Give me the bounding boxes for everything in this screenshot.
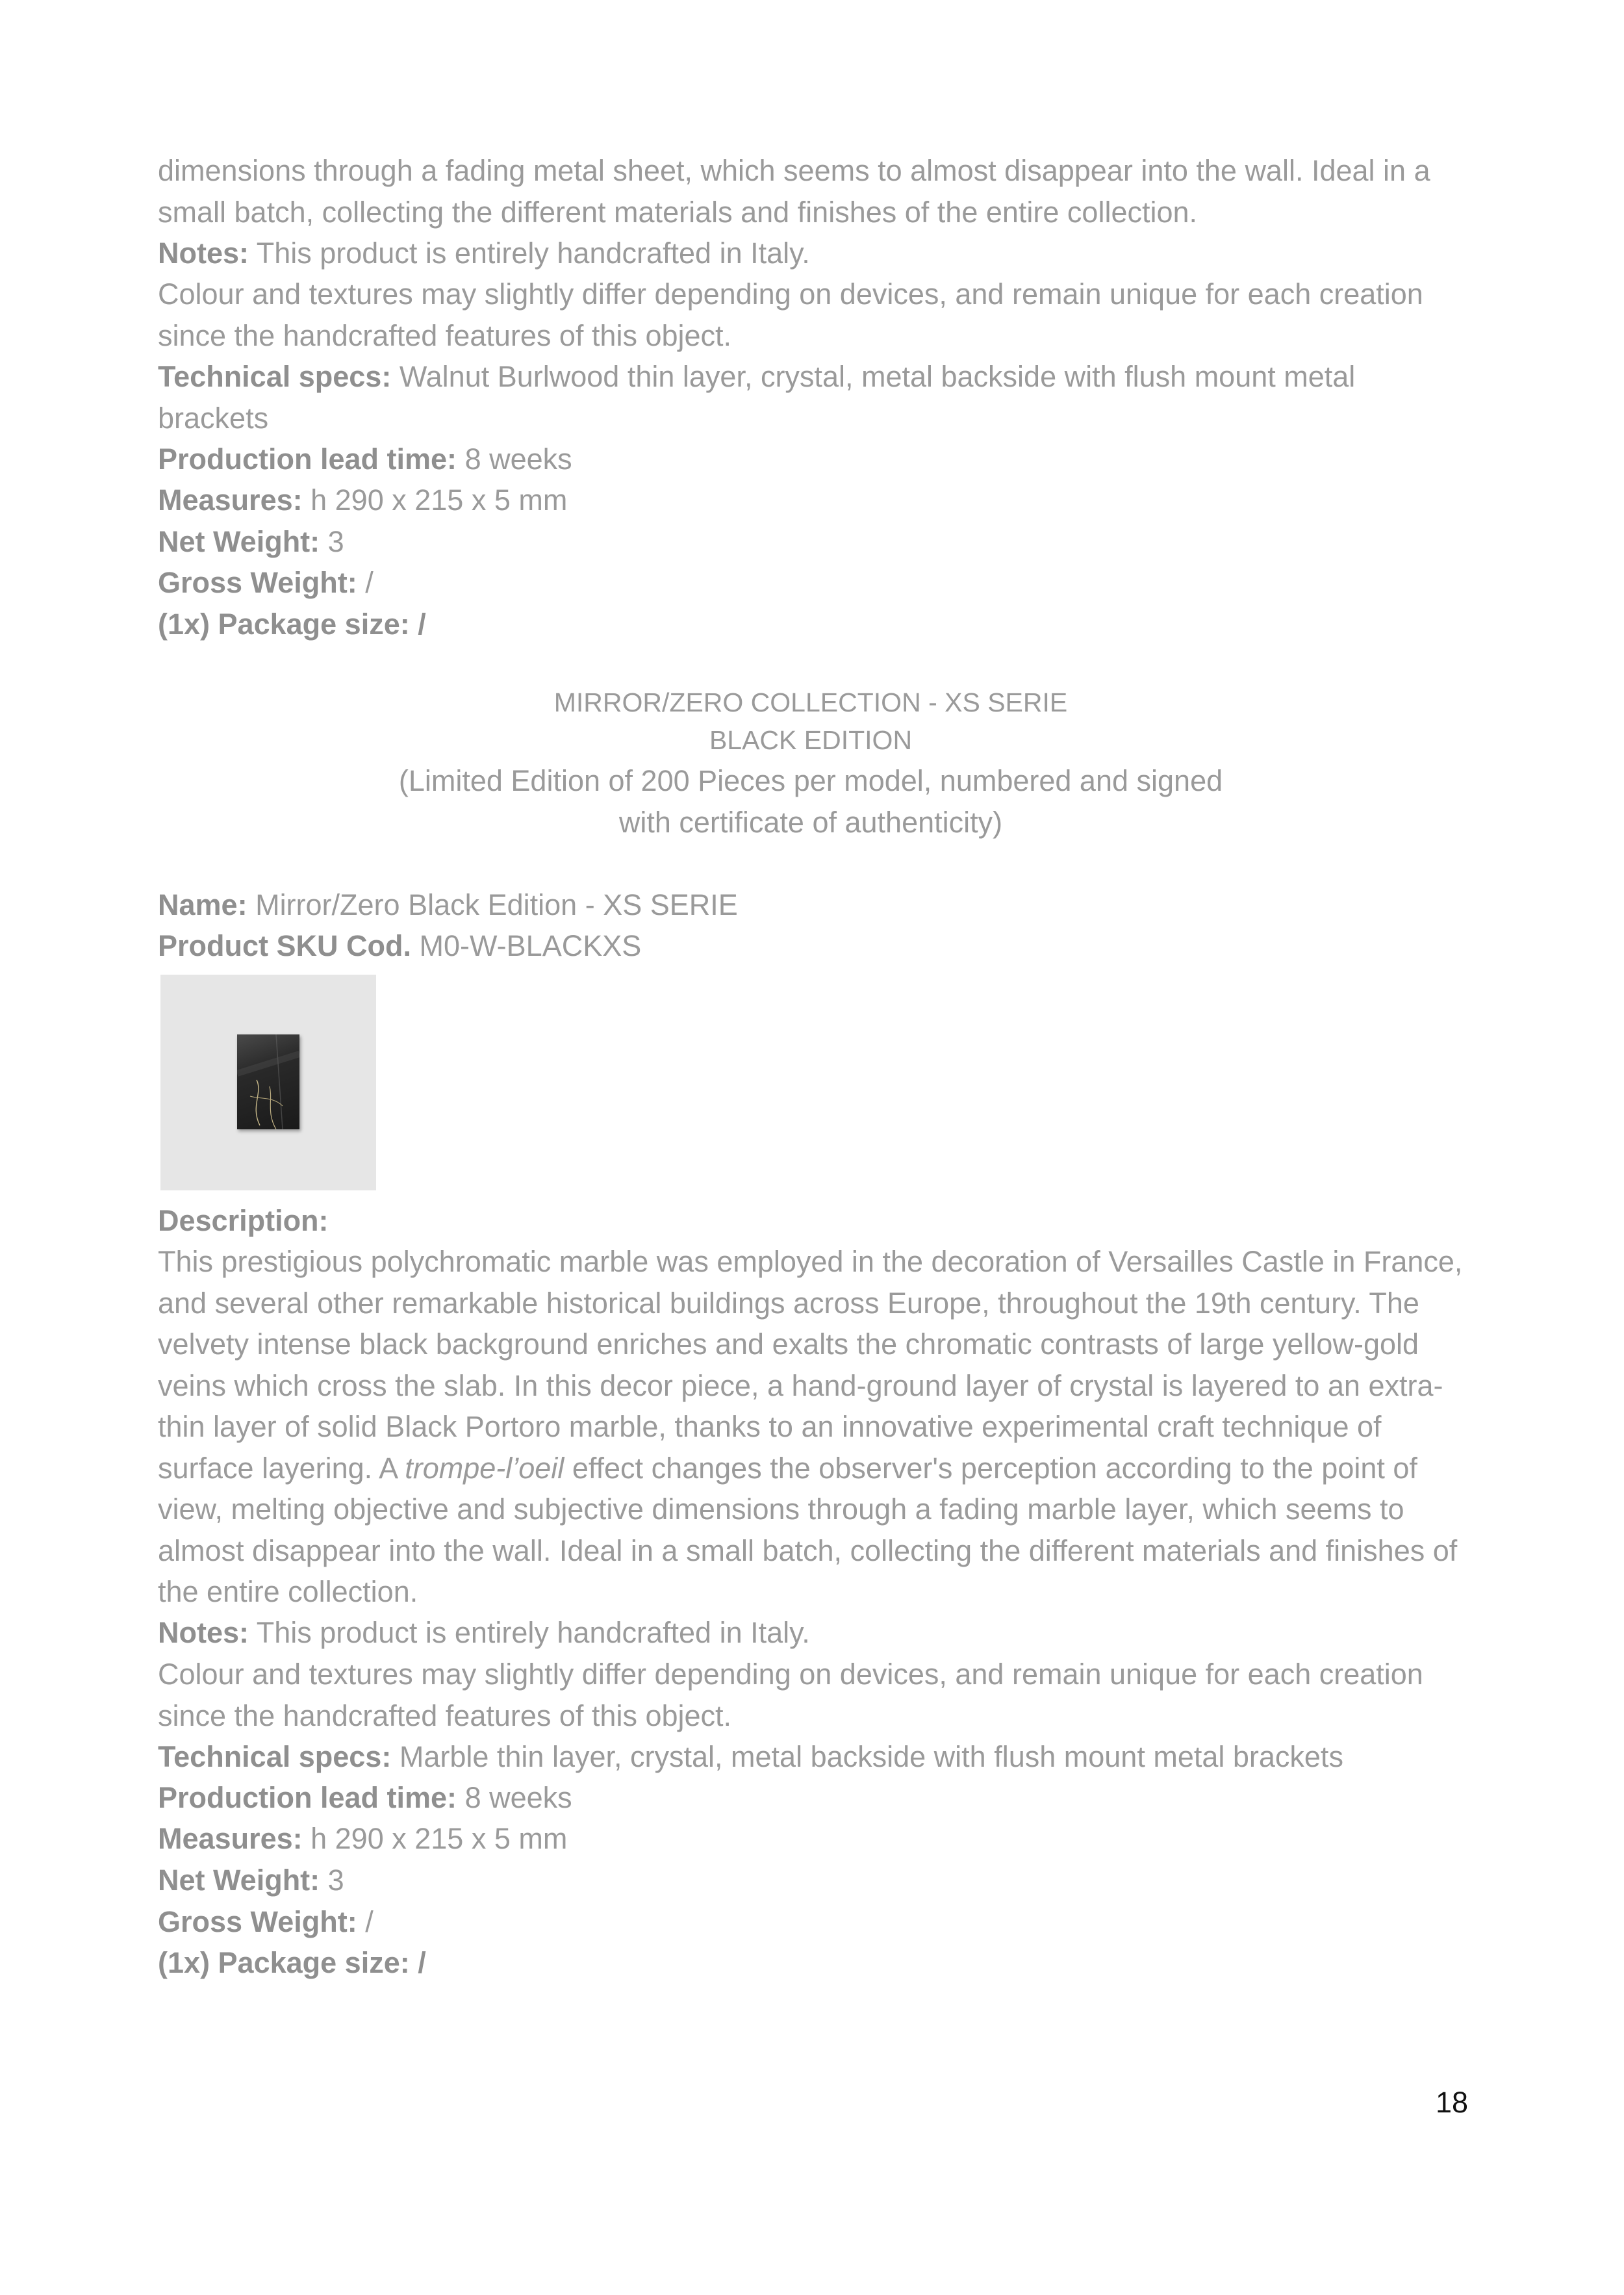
top-technical-specs [158,356,1470,439]
limited-edition-line2: with certificate of authenticity) [618,806,1003,839]
top-colour-note [158,274,1470,356]
product-name [158,884,1470,926]
top-package-size [158,604,1470,645]
product-lead-time [158,1777,1470,1819]
page-number: 18 [1435,2086,1468,2119]
collection-title: MIRROR/ZERO COLLECTION - XS SERIE [553,687,1068,717]
product-measures-value: h 290 x 215 x 5 mm [311,1822,568,1855]
top-package-text: (1x) Package size: / [158,608,426,641]
product-sku [158,925,1470,967]
top-lead-value: 8 weeks [464,442,572,476]
top-measures-label: Measures: [158,483,303,517]
description-text-before: This prestigious polychromatic marble was employed in the decoration of Versailles Castle in France, and several other remarkable historical buildings across Europe, throughout the 19th century. The velvety intense black background enriches and exalts the chromatic contrasts of large yellow-gold veins which cross the slab. In this decor piece, a hand-ground layer of crystal is layered to an extra-thin layer of solid Black Portoro marble, thanks to an innovative experimental craft technique of surface layering. A [158,1245,1463,1485]
product-net-label: Net Weight: [158,1864,320,1897]
description-label: Description: [158,1204,329,1237]
product-notes [158,1612,1470,1654]
top-net-weight [158,521,1470,563]
top-gross-value: / [365,566,374,599]
top-gross-weight [158,562,1470,604]
top-description-continuation [158,150,1470,233]
product-sku-label: Product SKU Cod. [158,929,411,962]
top-notes-value: This product is entirely handcrafted in Italy. [256,237,810,270]
top-net-label: Net Weight: [158,525,320,558]
product-package-size [158,1942,1470,1984]
top-lead-time [158,439,1470,480]
product-image-mirror [237,1034,299,1129]
product-name-label: Name: [158,888,247,921]
top-notes [158,233,1470,274]
description-body [158,1241,1470,1613]
top-notes-label: Notes: [158,237,249,270]
product-gross-value: / [365,1905,374,1938]
product-notes-value: This product is entirely handcrafted in Italy. [256,1616,810,1649]
product-measures-label: Measures: [158,1822,303,1855]
product-name-value: Mirror/Zero Black Edition - XS SERIE [255,888,738,921]
product-net-value: 3 [327,1864,344,1897]
product-package-text: (1x) Package size: / [158,1946,426,1979]
product-tech-label: Technical specs: [158,1740,392,1773]
top-net-value: 3 [327,525,344,558]
top-description-text: dimensions through a fading metal sheet, which seems to almost disappear into the wall. Ideal in a small batch, collecting the different materials and finishes of the entire collection. [158,154,1430,229]
top-measures-value: h 290 x 215 x 5 mm [311,483,568,517]
product-sku-value: M0-W-BLACKXS [419,929,642,962]
product-gross-label: Gross Weight: [158,1905,357,1938]
product-colour-note [158,1654,1470,1736]
product-net-weight [158,1860,1470,1901]
product-lead-label: Production lead time: [158,1781,457,1814]
description-heading [158,1200,1470,1242]
description-text-after: effect changes the observer's perception according to the point of view, melting objective and subjective dimensions through a fading marble layer, which seems to almost disappear into the wall. Ideal in a small batch, collecting the different materials and finishes of the entire collection. [158,1451,1458,1608]
top-gross-label: Gross Weight: [158,566,357,599]
product-lead-value: 8 weeks [464,1781,572,1814]
top-tech-value: Walnut Burlwood thin layer, crystal, metal backside with flush mount metal brackets [158,360,1356,435]
edition-title: BLACK EDITION [709,725,913,755]
section-heading [158,684,1464,843]
product-measures [158,1818,1470,1860]
top-tech-label: Technical specs: [158,360,392,393]
top-colour-text: Colour and textures may slightly differ depending on devices, and remain unique for each creation since the handcrafted features of this object. [158,277,1423,352]
product-notes-label: Notes: [158,1616,249,1649]
top-measures [158,480,1470,521]
product-technical-specs [158,1736,1470,1778]
product-tech-value: Marble thin layer, crystal, metal backside with flush mount metal brackets [399,1740,1343,1773]
product-colour-text: Colour and textures may slightly differ depending on devices, and remain unique for each creation since the handcrafted features of this object. [158,1658,1423,1732]
top-lead-label: Production lead time: [158,442,457,476]
product-image [160,975,376,1190]
limited-edition-line1: (Limited Edition of 200 Pieces per model, numbered and signed [398,764,1223,797]
description-text-italic: trompe-l’oeil [405,1451,565,1485]
product-gross-weight [158,1901,1470,1943]
